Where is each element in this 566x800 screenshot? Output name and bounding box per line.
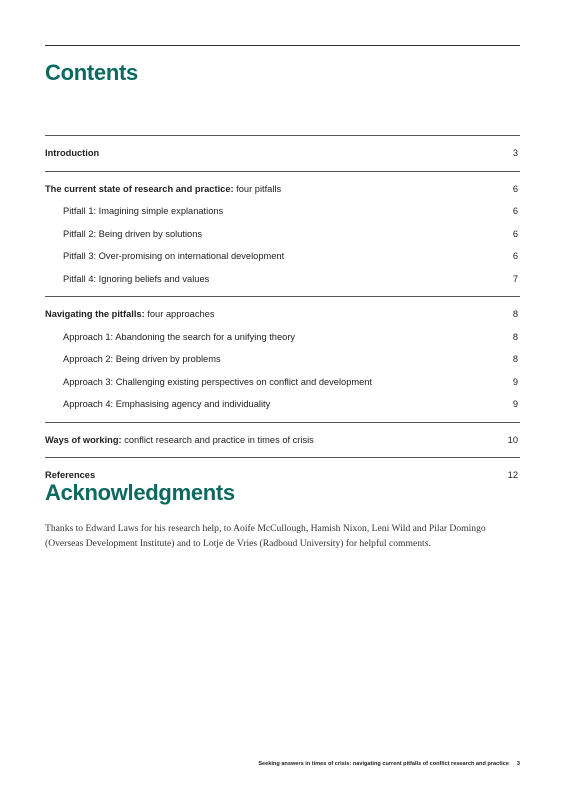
toc-entry-text: four approaches <box>144 309 215 320</box>
footer-page-number: 3 <box>516 761 520 767</box>
toc-subentry[interactable] <box>45 200 520 223</box>
toc-entry-text: Approach 3: Challenging existing perspectives on conflict and development <box>63 376 373 387</box>
toc-page-number: 8 <box>512 354 518 365</box>
toc-entry-text: Pitfall 2: Being driven by solutions <box>63 228 203 239</box>
page-footer <box>258 761 520 767</box>
toc-subentry[interactable] <box>45 393 520 416</box>
contents-heading: Contents <box>45 60 138 85</box>
toc-entry-title <box>45 148 99 158</box>
toc-page-number: 8 <box>512 309 518 320</box>
toc-page-number: 9 <box>512 376 518 387</box>
toc-entry-bold-text: Introduction <box>45 148 100 159</box>
toc-entry-title <box>63 251 284 261</box>
toc-page-number: 9 <box>512 399 518 410</box>
toc-subentry[interactable] <box>45 326 520 349</box>
toc-entry-title <box>63 332 295 342</box>
toc-subentry[interactable] <box>45 348 520 371</box>
toc-page-number: 3 <box>512 148 518 159</box>
toc-subentry[interactable] <box>45 245 520 268</box>
toc-section <box>45 422 520 458</box>
toc-entry-text: four pitfalls <box>233 183 282 194</box>
toc-page-number: 6 <box>512 251 518 262</box>
toc-entry-text: Pitfall 4: Ignoring beliefs and values <box>63 273 210 284</box>
toc-section <box>45 171 520 297</box>
toc-entry-text: conflict research and practice in times of crisis <box>121 434 314 445</box>
toc-entry-title <box>45 309 214 319</box>
toc-subentry[interactable] <box>45 371 520 394</box>
toc-page-number: 6 <box>512 183 518 194</box>
toc-entry[interactable] <box>45 303 520 326</box>
footer-title: Seeking answers in times of crisis: navigating current pitfalls of conflict research and practice <box>258 761 509 767</box>
acknowledgments-text: Thanks to Edward Laws for his research help, to Aoife McCullough, Hamish Nixon, Leni Wild and Pilar Domingo (Overseas Development Institute) and to Lotje de Vries (Radboud University) for helpful comments. <box>45 523 486 549</box>
toc-entry-text: Pitfall 3: Over-promising on international development <box>63 251 285 262</box>
toc-entry[interactable] <box>45 142 520 165</box>
toc-section <box>45 296 520 422</box>
toc-subentry[interactable] <box>45 268 520 291</box>
toc-section <box>45 135 520 171</box>
toc-entry-title <box>45 470 95 480</box>
toc-entry-title <box>63 274 209 284</box>
top-rule <box>45 45 520 46</box>
toc-entry-bold-text: References <box>45 470 96 481</box>
toc-page-number: 7 <box>512 273 518 284</box>
toc-entry-bold-text: Navigating the pitfalls: <box>45 309 145 320</box>
toc-entry-text: Pitfall 1: Imagining simple explanations <box>63 206 224 217</box>
toc-entry-title <box>63 377 372 387</box>
toc-subentry[interactable] <box>45 223 520 246</box>
toc-entry[interactable] <box>45 178 520 201</box>
toc-entry-title <box>63 399 270 409</box>
toc-page-number: 8 <box>512 331 518 342</box>
acknowledgments-heading: Acknowledgments <box>45 480 235 505</box>
toc-entry-text: Approach 2: Being driven by problems <box>63 354 221 365</box>
toc-entry-title <box>63 229 202 239</box>
toc-entry[interactable] <box>45 429 520 452</box>
toc-entry-title <box>63 206 223 216</box>
toc-entry-title <box>45 435 314 445</box>
toc-page-number: 6 <box>512 206 518 217</box>
toc-entry-bold-text: The current state of research and practice: <box>45 183 234 194</box>
toc-entry-bold-text: Ways of working: <box>45 434 122 445</box>
toc-page-number: 12 <box>507 470 518 481</box>
toc-entry-text: Approach 4: Emphasising agency and individuality <box>63 399 271 410</box>
toc-entry-title <box>45 184 281 194</box>
toc-page-number: 10 <box>507 434 518 445</box>
toc-page-number: 6 <box>512 228 518 239</box>
toc-entry-title <box>63 354 221 364</box>
table-of-contents <box>45 135 520 493</box>
toc-entry-text: Approach 1: Abandoning the search for a unifying theory <box>63 331 296 342</box>
